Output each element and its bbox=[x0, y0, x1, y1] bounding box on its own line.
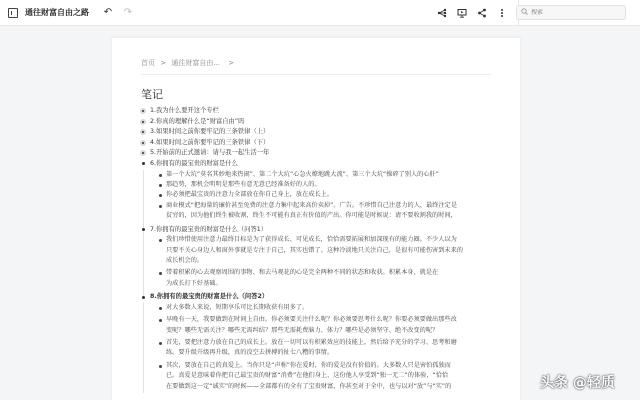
bullet-icon[interactable] bbox=[159, 205, 162, 208]
collapsed-bullet-icon[interactable] bbox=[140, 150, 146, 156]
search-input[interactable] bbox=[531, 9, 621, 16]
outline-item[interactable]: 其次，要放在自己的真爱上。当你只是“声称”你在爱时，你的爱是没有价值的。大多数人只是害怕孤独而 已。真爱是意味着你把自己最宝贵的财富“消费”在他们身上，这份他人享受到“独一无二”的体验，“恰恰 在要做到这一定“诚实”的时候——全部都有的全有了宝贵财富，你甚至对于全中，也与以对“放”与“实”的 bbox=[166, 361, 500, 392]
mindmap-icon[interactable] bbox=[432, 0, 452, 26]
breadcrumb-separator: > bbox=[228, 59, 235, 67]
bullet-icon[interactable] bbox=[159, 307, 162, 310]
collapsed-bullet-icon[interactable] bbox=[140, 140, 146, 146]
bullet-icon[interactable] bbox=[159, 342, 162, 345]
breadcrumb-separator: > bbox=[160, 59, 167, 67]
outline-item[interactable]: 带着积累的心去观察周围的事物、和去马观花的心是完全两种不同的状态和收获。积累本身，就是在 为成长打下好基础。 bbox=[166, 268, 500, 289]
outline-item[interactable]: 1.我为什么要开这个专栏 bbox=[140, 106, 500, 117]
undo-icon[interactable]: ↶ bbox=[103, 7, 113, 18]
share-icon[interactable] bbox=[472, 0, 492, 26]
outline-item[interactable]: 那趋势，那机会明明是那些有意无意已经准备好的人的。 bbox=[166, 180, 500, 190]
watermark: 头条 @轻质 bbox=[540, 375, 615, 391]
outline-item[interactable]: 3.如果时间之前你要牢记的三条铁律（上） bbox=[140, 127, 500, 138]
divider bbox=[141, 74, 491, 75]
outline-item[interactable]: 首先，要把注意力放在自己的成长上。放在一切可以有积累效应的技能上，然后给予充分的学习、思考和磨 练。要升级升级再升级，真的没空去拼搏的扯七八糟的事情。 bbox=[166, 338, 500, 359]
bullet-icon[interactable] bbox=[142, 296, 145, 299]
breadcrumb-home[interactable]: 首页 bbox=[141, 59, 155, 67]
outline-item[interactable]: 4.如果时间之前你要牢记的三条铁律（下） bbox=[140, 138, 500, 149]
outline-children bbox=[140, 235, 500, 289]
bullet-icon[interactable] bbox=[159, 194, 162, 197]
more-icon[interactable] bbox=[492, 0, 512, 26]
outline-item[interactable]: 5.开始前的正式邀请：请与我一起生活一年 bbox=[140, 148, 500, 159]
sidebar-toggle-icon[interactable] bbox=[8, 8, 18, 18]
outline-item[interactable]: 2.你真的理解什么是“财富自由”吗 bbox=[140, 117, 500, 128]
bullet-icon[interactable] bbox=[159, 184, 162, 187]
search-icon bbox=[521, 8, 528, 17]
outline-item[interactable]: 早晚有一天，我要做到在时间上自由。你必须要关注什么呢？你必须要思考什么呢？你要必须要做出那些改 变呢？哪些无需关注？哪些无需纠结？那些无需耗费脑力、体力？哪些是必须坚守、绝不改变的呢？ bbox=[166, 315, 500, 336]
collapsed-bullet-icon[interactable] bbox=[140, 119, 146, 125]
outline-item[interactable]: 我们珍惜使用注意力最终目标是为了获得成长、可见成长，恰恰需要拓展和加深现有的能力圈。不少人以为 只要不关心身边人和窗外事就是专注于自己，其实也错了。这种冷淡地只关注自己，是很有可能伤害到未来的 成长机会的。 bbox=[166, 235, 500, 266]
outline-children bbox=[140, 170, 500, 222]
bullet-icon[interactable] bbox=[159, 239, 162, 242]
collapsed-bullet-icon[interactable] bbox=[140, 129, 146, 135]
collapsed-bullet-icon[interactable] bbox=[140, 108, 146, 114]
outline-item[interactable]: 8.你拥有的最宝贵的财富是什么（问答2） bbox=[140, 292, 500, 303]
bullet-icon[interactable] bbox=[159, 319, 162, 322]
indent-guide bbox=[143, 303, 144, 393]
outline-item[interactable]: 第一个大坑“莫名其妙地来热闹”、第二个大坑“心急火燎地跳大流”、第三个大坑“操碎了别人的心肝” bbox=[166, 170, 500, 180]
breadcrumb-current[interactable]: 通往财富自由... bbox=[171, 59, 221, 67]
document-page bbox=[112, 38, 520, 400]
page-title: 笔记 bbox=[141, 88, 163, 101]
search-box[interactable] bbox=[516, 5, 626, 20]
outline-item[interactable]: 商业模式“把海量的廉价甚至免费的注意力集中起来高价卖掉”。广告。不珍惜自己注意力的人，最终注定是 贫穷的，因为他们终生被收割，终生不可能有真正有价值的产出。你可能是时候说：请不要收割我的时间， bbox=[166, 201, 500, 222]
toolbar bbox=[0, 0, 640, 26]
outline bbox=[140, 106, 500, 392]
bullet-icon[interactable] bbox=[159, 272, 162, 275]
outline-children bbox=[140, 303, 500, 392]
document-title: 通往财富自由之路 bbox=[25, 8, 89, 17]
redo-icon[interactable]: ↷ bbox=[123, 7, 133, 18]
outline-item[interactable]: 7.你拥有的最宝贵的财富是什么（问答1） bbox=[140, 225, 500, 236]
breadcrumb bbox=[141, 58, 237, 68]
indent-guide bbox=[143, 235, 144, 297]
outline-item[interactable]: 你必须把最宝贵的注意力全部放在你自己身上，放在成长上。 bbox=[166, 190, 500, 200]
present-icon[interactable] bbox=[452, 0, 472, 26]
bullet-icon[interactable] bbox=[142, 228, 145, 231]
bullet-icon[interactable] bbox=[159, 365, 162, 368]
outline-item[interactable]: 对大多数人来说，短期享乐可比长期收获有用多了。 bbox=[166, 303, 500, 313]
outline-item[interactable]: 6.你拥有的最宝贵的财富是什么 bbox=[140, 159, 500, 170]
bullet-icon[interactable] bbox=[159, 174, 162, 177]
bullet-icon[interactable] bbox=[142, 162, 145, 165]
